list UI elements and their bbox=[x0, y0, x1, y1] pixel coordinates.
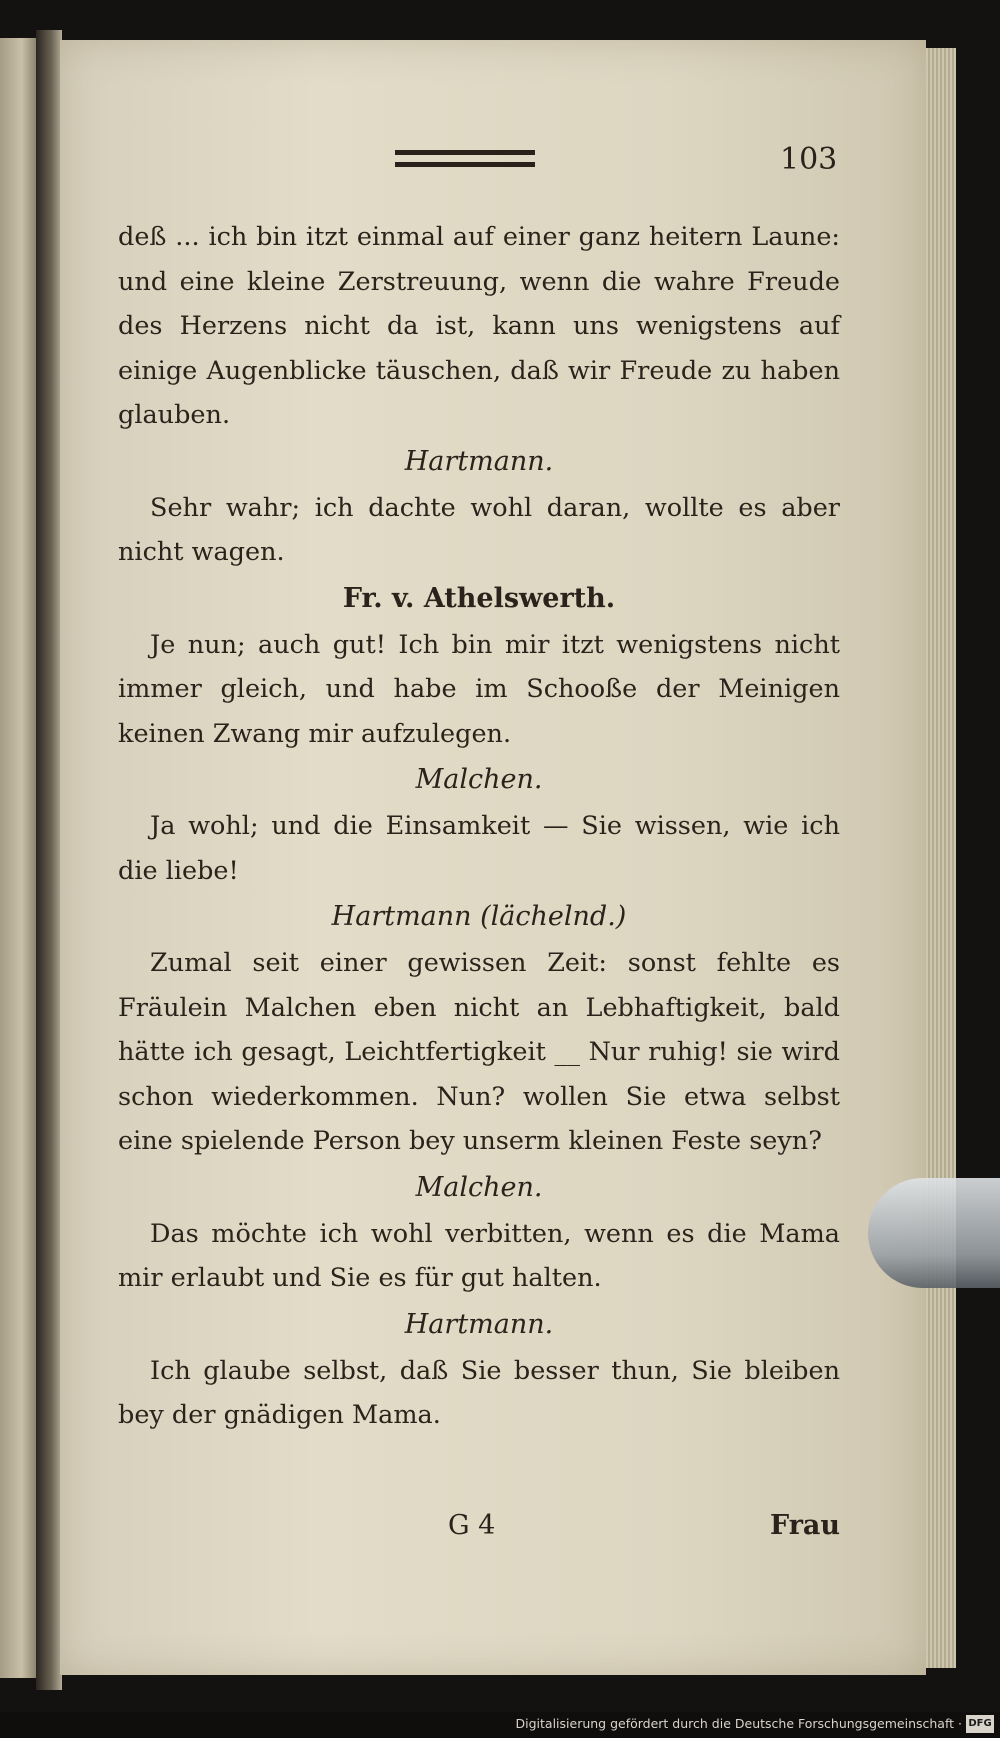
paragraph-2: Sehr wahr; ich dachte wohl daran, wollte es aber nicht wagen. bbox=[118, 492, 840, 567]
text-block bbox=[118, 215, 840, 1438]
paragraph-5: Zumal seit einer gewissen Zeit: sonst fehlte es Fräulein Malchen eben nicht an Lebhaftigkeit, bald hätte ich gesagt, Leichtfertigkeit __ Nur ruhig! sie wird schon wiederkommen. Nun? wollen Sie etwa selbst eine spielende Person bey unserm kleinen Feste seyn? bbox=[118, 948, 840, 1156]
paragraph-1: deß ... ich bin itzt einmal auf einer ganz heitern Laune: und eine kleine Zerstreuung, wenn die wahre Freude des Herzens nicht da ist, kann uns wenigstens auf einige Augenblicke täuschen, daß wir Freude zu haben glauben. bbox=[118, 222, 840, 430]
page-number: 103 bbox=[780, 142, 838, 177]
dfg-logo: DFG bbox=[966, 1715, 994, 1733]
book-gutter bbox=[36, 30, 62, 1690]
previous-page-edge bbox=[0, 38, 36, 1678]
header-rule-bottom bbox=[395, 162, 535, 167]
signature-mark: G 4 bbox=[448, 1510, 496, 1541]
footer-bar bbox=[0, 1712, 1000, 1738]
page-holder-clip bbox=[868, 1178, 1000, 1288]
paragraph-7: Ich glaube selbst, daß Sie besser thun, Sie bleiben bey der gnädigen Mama. bbox=[118, 1355, 840, 1430]
page-stack-edge bbox=[926, 48, 956, 1668]
speaker-malchen-1: Malchen. bbox=[415, 764, 543, 795]
speaker-athelswerth: Fr. v. Athelswerth. bbox=[342, 582, 616, 614]
header-rule-top bbox=[395, 150, 535, 155]
speaker-hartmann-1: Hartmann. bbox=[404, 445, 554, 477]
speaker-malchen-2: Malchen. bbox=[415, 1171, 543, 1203]
catchword: Frau bbox=[770, 1510, 841, 1541]
speaker-hartmann-3: Hartmann. bbox=[404, 1308, 554, 1340]
paragraph-4: Ja wohl; und die Einsamkeit — Sie wissen, wie ich die liebe! bbox=[118, 811, 840, 886]
speaker-hartmann-2: Hartmann (lächelnd.) bbox=[331, 901, 627, 932]
funding-credit: Digitalisierung gefördert durch die Deutsche Forschungsgemeinschaft · bbox=[515, 1716, 962, 1731]
paragraph-3: Je nun; auch gut! Ich bin mir itzt wenigstens nicht immer gleich, und habe im Schooße der Meinigen keinen Zwang mir aufzulegen. bbox=[118, 629, 840, 749]
paragraph-6: Das möchte ich wohl verbitten, wenn es die Mama mir erlaubt und Sie es für gut halten. bbox=[118, 1218, 840, 1293]
